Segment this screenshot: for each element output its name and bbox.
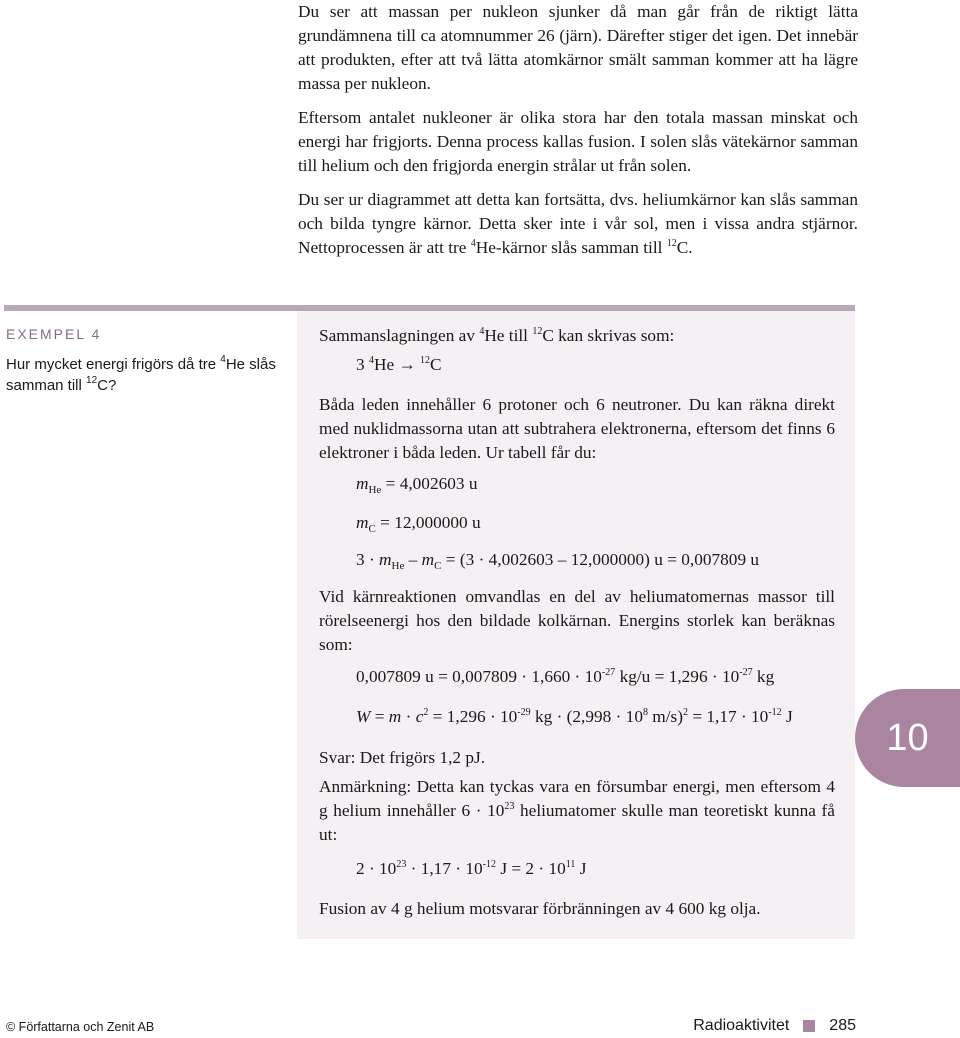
mass-helium: $m_{He} = 4,002603$ u (356, 474, 478, 496)
intro-text (298, 0, 858, 270)
answer-line: Svar: Det frigörs 1,2 pJ. (319, 748, 486, 767)
intro-paragraph-2: Eftersom antalet nukleoner är olika stora har den totala massan minskat och energi har frigjorts. Denna process kallas fusion. I solen slås vätekärnor samman till helium och den frigjorda energin strålar ut från solen. (298, 108, 858, 175)
reaction-equation: 3 $^4$He → $^{12}$C (356, 355, 442, 374)
square-bullet-icon (803, 1020, 815, 1032)
footer-right (693, 1017, 856, 1035)
mass-conversion: 0,007809 $u = 0,007809 \cdot 1,660 \cdot 10^{-27}$ $kg/u = 1,296 \cdot 10^{-27}$ kg (356, 667, 775, 686)
fusion-conclusion: Fusion av 4 g helium motsvarar förbränningen av 4 600 kg olja. (319, 899, 761, 918)
energy-equation: $W = m \cdot c^2 = 1,296 \cdot 10^{-29}$ kg · ($2,998 \cdot 10^8$ $m/s)^2 = 1,17 \cdot 10^{-12}$ J (356, 707, 793, 726)
example-question: Hur mycket energi frigörs då tre $^4$He slås samman till $^{12}$C? (6, 354, 276, 394)
footer-copyright: © Författarna och Zenit AB (6, 1020, 155, 1034)
example-paragraph-both-sides: Båda leden innehåller 6 protoner och 6 neutroner. Du kan räkna direkt med nuklidmassorna utan att subtrahera elektronerna, eftersom det finns 6 elektroner i båda leden. Ur tabell får du: (319, 395, 835, 462)
example-heading: EXEMPEL 4 (6, 326, 102, 342)
footer-section: Radioaktivitet (693, 1017, 790, 1034)
total-energy: $2 \cdot 10^{23} \cdot 1,17 \cdot 10^{-12}$ $J = 2 \cdot 10^{11}$ J (356, 859, 587, 878)
example-note: Anmärkning: Detta kan tyckas vara en försumbar energi, men eftersom 4 g helium innehåller $6 \cdot 10^{23}$ heliumatomer skulle man teoretiskt kunna få ut: (319, 777, 835, 844)
example-paragraph-kinetic: Vid kärnreaktionen omvandlas en del av heliumatomernas massor till rörelseenergi hos den bildade kolkärnan. Energins storlek kan beräknas som: (319, 587, 835, 654)
mass-carbon: $m_C = 12,000000$ u (356, 513, 481, 535)
intro-paragraph-3: Du ser ur diagrammet att detta kan fortsätta, dvs. heliumkärnor kan slås samman och bilda tyngre kärnor. Detta sker inte i vår sol, men i vissa andra stjärnor. Nettoprocessen är att tre $^4$He-kärnor slås samman till $^{12}$C. (298, 190, 858, 257)
intro-paragraph-1: Du ser att massan per nukleon sjunker då man går från de riktigt lätta grundämnena till ca atomnummer 26 (järn). Därefter stiger det igen. Det innebär att produkten, efter att två lätta atomkärnor smält samman kommer att ha lägre massa per nukleon. (298, 2, 858, 93)
mass-difference: $3 \cdot m_{He} - m_C = (3 \cdot 4,002603 - 12,000000) u = 0,007809$ u (356, 550, 760, 572)
example-intro-line: Sammanslagningen av $^4$He till $^{12}$C kan skrivas som: (319, 326, 675, 345)
chapter-number-tab: 10 (855, 689, 960, 787)
page-number: 285 (829, 1017, 856, 1034)
